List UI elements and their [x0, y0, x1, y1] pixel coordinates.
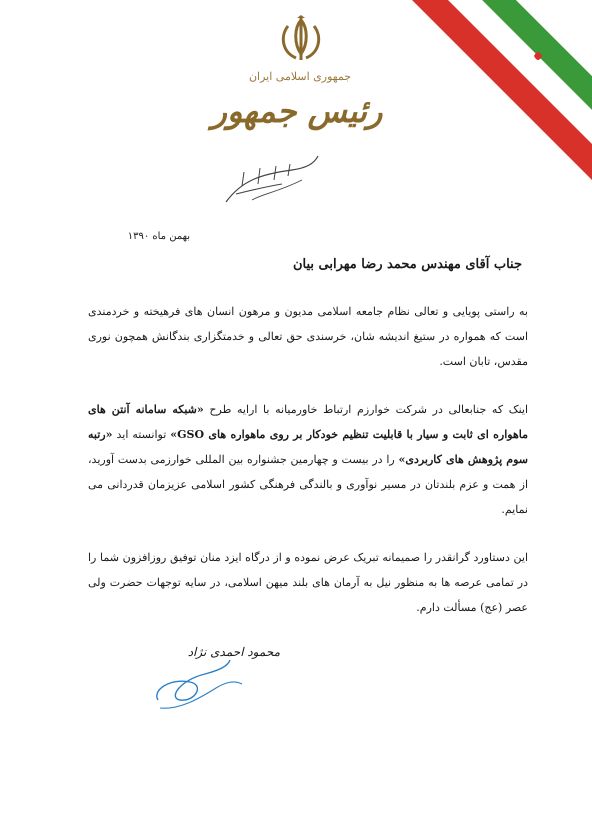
paragraph-2-start: اینک که جنابعالی در شرکت خوارزم ارتباط خاورمیانه با ارایه طرح: [203, 403, 529, 416]
emblem-caption: جمهوری اسلامی ایران: [248, 70, 352, 83]
letter-salutation: جناب آقای مهندس محمد رضا مهرابی بیان: [292, 257, 522, 272]
handwritten-signature-icon: [150, 640, 260, 715]
paragraph-2-mid: توانسته اید: [112, 428, 171, 441]
project-title: «شبکه سامانه آنتن های ماهواره ای ثابت و سیار با قابلیت تنظیم خودکار بر روی ماهواره های GSO»: [88, 403, 528, 441]
letter-paragraph-3: این دستاورد گرانقدر را صمیمانه تبریک عرض نموده و از درگاه ایزد منان توفیق روزافزون شما را در تمامی عرصه ها به منظور نیل به آرمان های بلند میهن اسلامی، در سایه توجهات حضرت ولی عصر (عج) مسألت دارم.: [88, 551, 528, 614]
iran-flag-ribbon: [412, 0, 592, 180]
letter-paragraph-2: [88, 397, 528, 522]
award-rank: «رتبه سوم پژوهش های کاربردی»: [88, 428, 528, 466]
letter-date: بهمن ماه ۱۳۹۰: [127, 231, 190, 242]
letter-paragraph-1: به راستی پویایی و تعالی نظام جامعه اسلامی مدیون و مرهون انسان های فرهیخته و خردمندی است که همواره در ستیغ اندیشه شان، خرسندی حق تعالی و خدمتگزاری بندگانش همچون نوری مقدس، تابان است.: [88, 305, 528, 368]
basmala-calligraphy-icon: [222, 150, 322, 210]
signer-name: محمود احمدی نژاد: [187, 645, 280, 659]
office-title: رئیس جمهور: [211, 92, 383, 130]
paragraph-2-end: را در بیست و چهارمین جشنواره بین المللی خوارزمی بدست آورید، از همت و عزم بلندتان در مسیر نوآوری و بالندگی فرهنگی کشور اسلامی عزیزمان قدردانی می نمایم.: [88, 453, 528, 516]
iran-emblem-icon: [276, 14, 326, 66]
